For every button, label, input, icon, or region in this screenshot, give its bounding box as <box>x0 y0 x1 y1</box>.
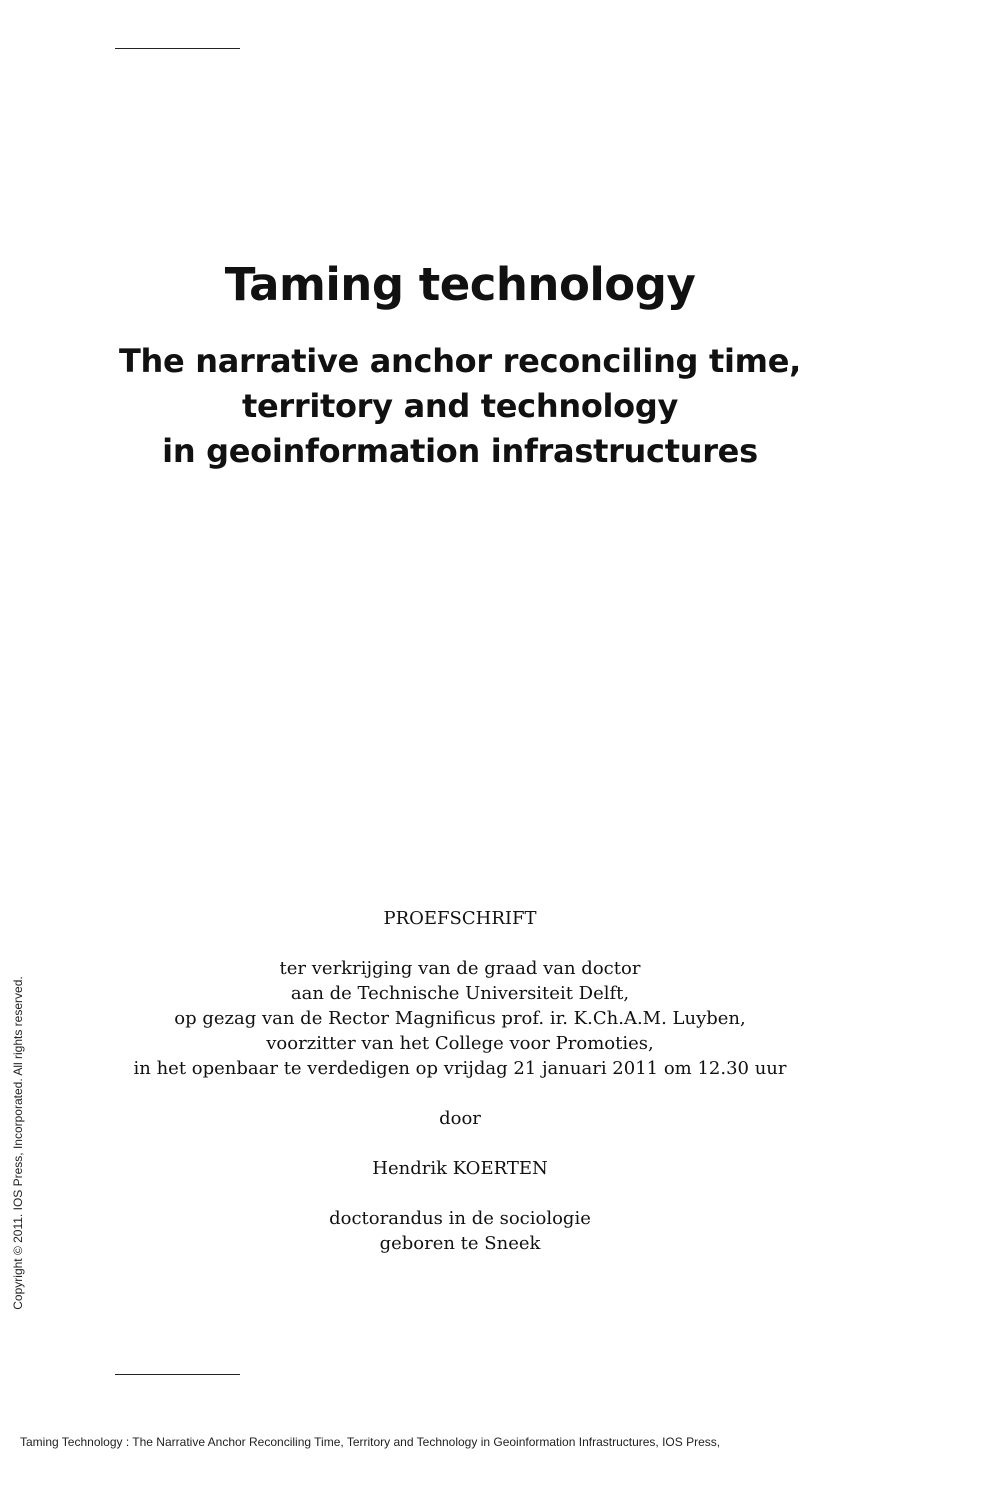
author-name: Hendrik KOERTEN <box>372 1158 548 1179</box>
side-copyright: Copyright © 2011. IOS Press, Incorporated. All rights reserved. <box>11 976 25 1310</box>
degree-line: op gezag van de Rector Magnificus prof. ir. K.Ch.A.M. Luyben, <box>174 1008 746 1029</box>
degree-line: voorzitter van het College voor Promoties, <box>266 1033 654 1054</box>
degree-line: aan de Technische Universiteit Delft, <box>290 983 630 1004</box>
author-line: doctorandus in de sociologie <box>329 1208 591 1229</box>
title-block <box>0 255 920 474</box>
spacer <box>0 1081 920 1106</box>
crop-mark-top <box>115 48 240 49</box>
degree-line: in het openbaar te verdedigen op vrijdag 21 januari 2011 om 12.30 uur <box>133 1058 787 1079</box>
author-line: geboren te Sneek <box>379 1233 541 1254</box>
subtitle-line: The narrative anchor reconciling time, <box>119 342 801 380</box>
page-title: Taming technology <box>224 258 696 311</box>
spacer <box>0 931 920 956</box>
by-label: door <box>439 1108 481 1129</box>
crop-mark-bottom <box>115 1374 240 1375</box>
thesis-label: PROEFSCHRIFT <box>383 908 537 929</box>
spacer <box>0 1131 920 1156</box>
thesis-block <box>0 906 920 1256</box>
subtitle-line: in geoinformation infrastructures <box>162 432 758 470</box>
subtitle <box>0 339 920 474</box>
spacer <box>0 1181 920 1206</box>
subtitle-line: territory and technology <box>241 387 679 425</box>
footer-citation: Taming Technology : The Narrative Anchor Reconciling Time, Territory and Technology in Geoinformation Infrastructures, IOS Press, <box>20 1435 721 1449</box>
degree-line: ter verkrijging van de graad van doctor <box>279 958 641 979</box>
